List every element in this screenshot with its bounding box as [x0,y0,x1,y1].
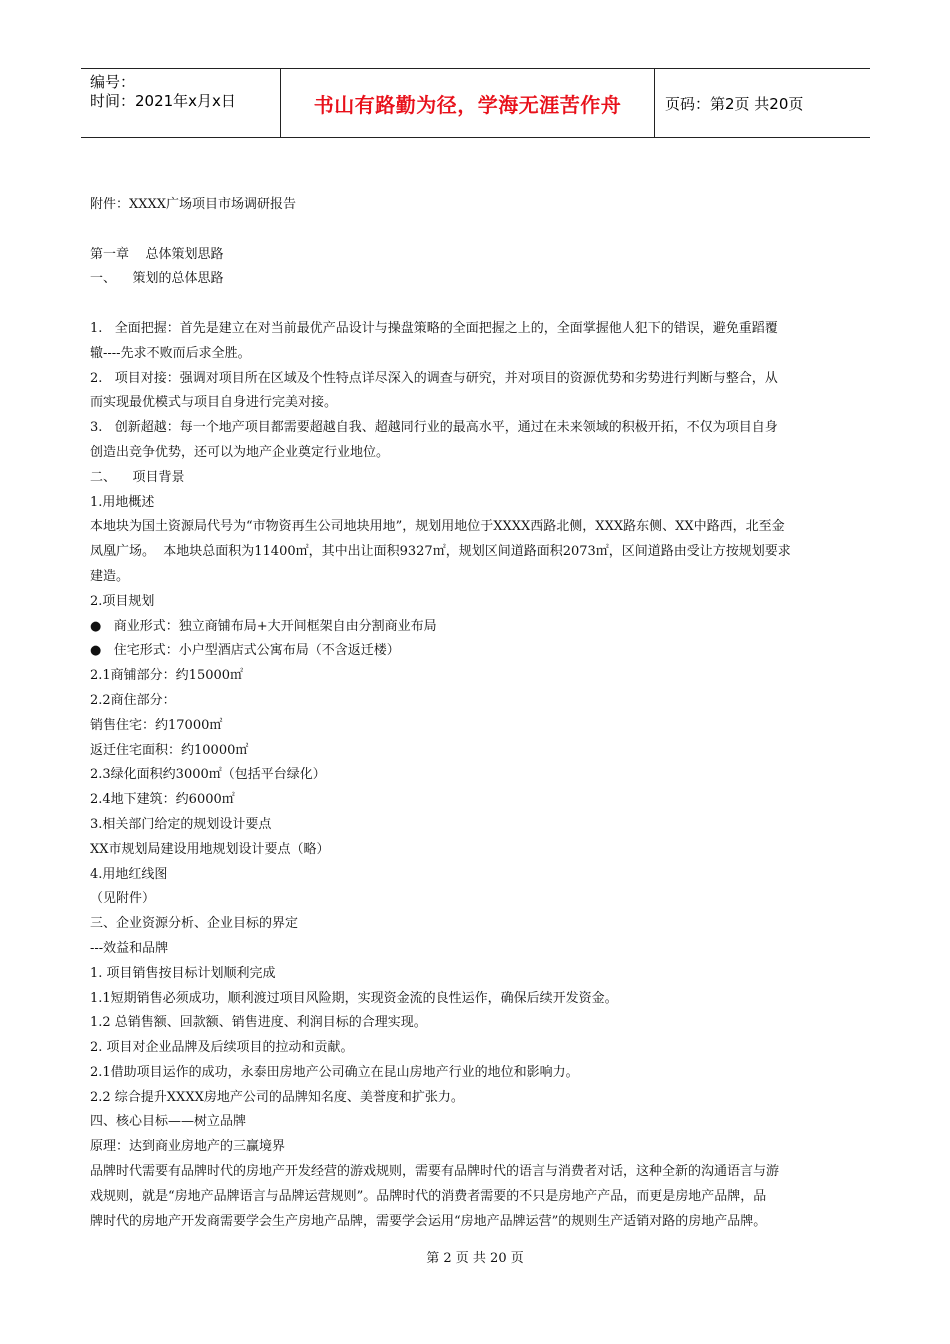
section-heading: 四、核心目标——树立品牌 [90,1114,247,1130]
paragraph-line: 2.2商住部分： [90,692,176,708]
paragraph-line: 辙----先求不败而后求全胜。 [90,345,251,361]
chapter-heading: 第一章 总体策划思路 [90,246,224,262]
page-footer: 第 2 页 共 20 页 [426,1251,524,1266]
paragraph-line: 返迁住宅面积：约10000㎡ [90,742,249,758]
subsection-heading: 3.相关部门给定的规划设计要点 [90,816,272,832]
section-heading: 三、企业资源分析、企业目标的界定 [90,916,299,932]
paragraph-line: 品牌时代需要有品牌时代的房地产开发经营的游戏规则，需要有品牌时代的语言与消费者对话，这种全新的沟通语言与游 [90,1164,780,1180]
document-date-label: 时间：2021年x月x日 [90,92,236,110]
paragraph-line: 2.1商铺部分：约15000㎡ [90,668,244,684]
paragraph-line: 戏规则，就是“房地产品牌语言与品牌运营规则”。品牌时代的消费者需要的不只是房地产产品，而更是房地产品牌，品 [90,1188,767,1204]
subsection-heading: 1.用地概述 [90,494,155,510]
section-heading: 二、 项目背景 [90,469,185,485]
paragraph-line: 2. 项目对企业品牌及后续项目的拉动和贡献。 [90,1040,354,1056]
page-header [81,68,870,138]
paragraph-line: 销售住宅：约17000㎡ [90,717,223,733]
paragraph-line: （见附件） [90,891,156,907]
paragraph-line: 创造出竞争优势，还可以为地产企业奠定行业地位。 [90,444,390,460]
bullet-item: ● 商业形式：独立商铺布局+大开间框架自由分割商业布局 [90,618,437,634]
paragraph-line: XX市规划局建设用地规划设计要点（略） [90,841,330,857]
paragraph-line: 2. 项目对接：强调对项目所在区域及个性特点详尽深入的调查与研究，并对项目的资源优势和劣势进行判断与整合，从 [90,370,778,386]
paragraph-line: 凤凰广场。 本地块总面积为11400㎡，其中出让面积9327㎡，规划区间道路面积2073㎡，区间道路由受让方按规划要求 [90,544,791,560]
bullet-item: ● 住宅形式：小户型酒店式公寓布局（不含返迁楼） [90,643,400,659]
paragraph-line: 原理：达到商业房地产的三赢境界 [90,1139,286,1155]
document-body [90,193,860,1234]
subsection-heading: 4.用地红线图 [90,866,168,882]
attachment-title: 附件：XXXX广场项目市场调研报告 [90,197,297,212]
paragraph-line: 1. 项目销售按目标计划顺利完成 [90,965,276,981]
header-meta [81,69,281,137]
paragraph-line: 本地块为国土资源局代号为“市物资再生公司地块用地”，规划用地位于XXXX西路北侧，XXX路东侧、XX中路西，北至金 [90,519,785,535]
blank-line [90,218,860,243]
paragraph-line: 1.2 总销售额、回款额、销售进度、利润目标的合理实现。 [90,1015,427,1031]
header-page-number: 页码：第2页 共20页 [665,94,804,113]
section-heading: 一、 策划的总体思路 [90,271,224,287]
header-motto: 书山有路勤为径，学海无涯苦作舟 [281,69,655,137]
paragraph-line: 2.4地下建筑：约6000㎡ [90,792,235,808]
blank-line [90,292,860,317]
paragraph-line: 2.1借助项目运作的成功，永泰田房地产公司确立在昆山房地产行业的地位和影响力。 [90,1064,579,1080]
paragraph-line: 2.3绿化面积约3000㎡（包括平台绿化） [90,767,326,783]
paragraph-line: 建造。 [90,568,130,584]
paragraph-line: 1. 全面把握：首先是建立在对当前最优产品设计与操盘策略的全面把握之上的，全面掌握他人犯下的错误，避免重蹈覆 [90,320,778,336]
paragraph-line: 3. 创新超越：每一个地产项目都需要超越自我、超越同行业的最高水平，通过在未来领域的积极开拓，不仅为项目自身 [90,420,778,436]
paragraph-line: 1.1短期销售必须成功，顺利渡过项目风险期，实现资金流的良性运作，确保后续开发资金。 [90,990,618,1006]
paragraph-line: 2.2 综合提升XXXX房地产公司的品牌知名度、美誉度和扩张力。 [90,1089,464,1105]
document-number-label: 编号： [90,73,136,91]
paragraph-line: 牌时代的房地产开发商需要学会生产房地产品牌，需要学会运用“房地产品牌运营”的规则生产适销对路的房地产品牌。 [90,1213,767,1229]
paragraph-line: ---效益和品牌 [90,940,169,956]
paragraph-line: 而实现最优模式与项目自身进行完美对接。 [90,395,338,411]
subsection-heading: 2.项目规划 [90,593,155,609]
